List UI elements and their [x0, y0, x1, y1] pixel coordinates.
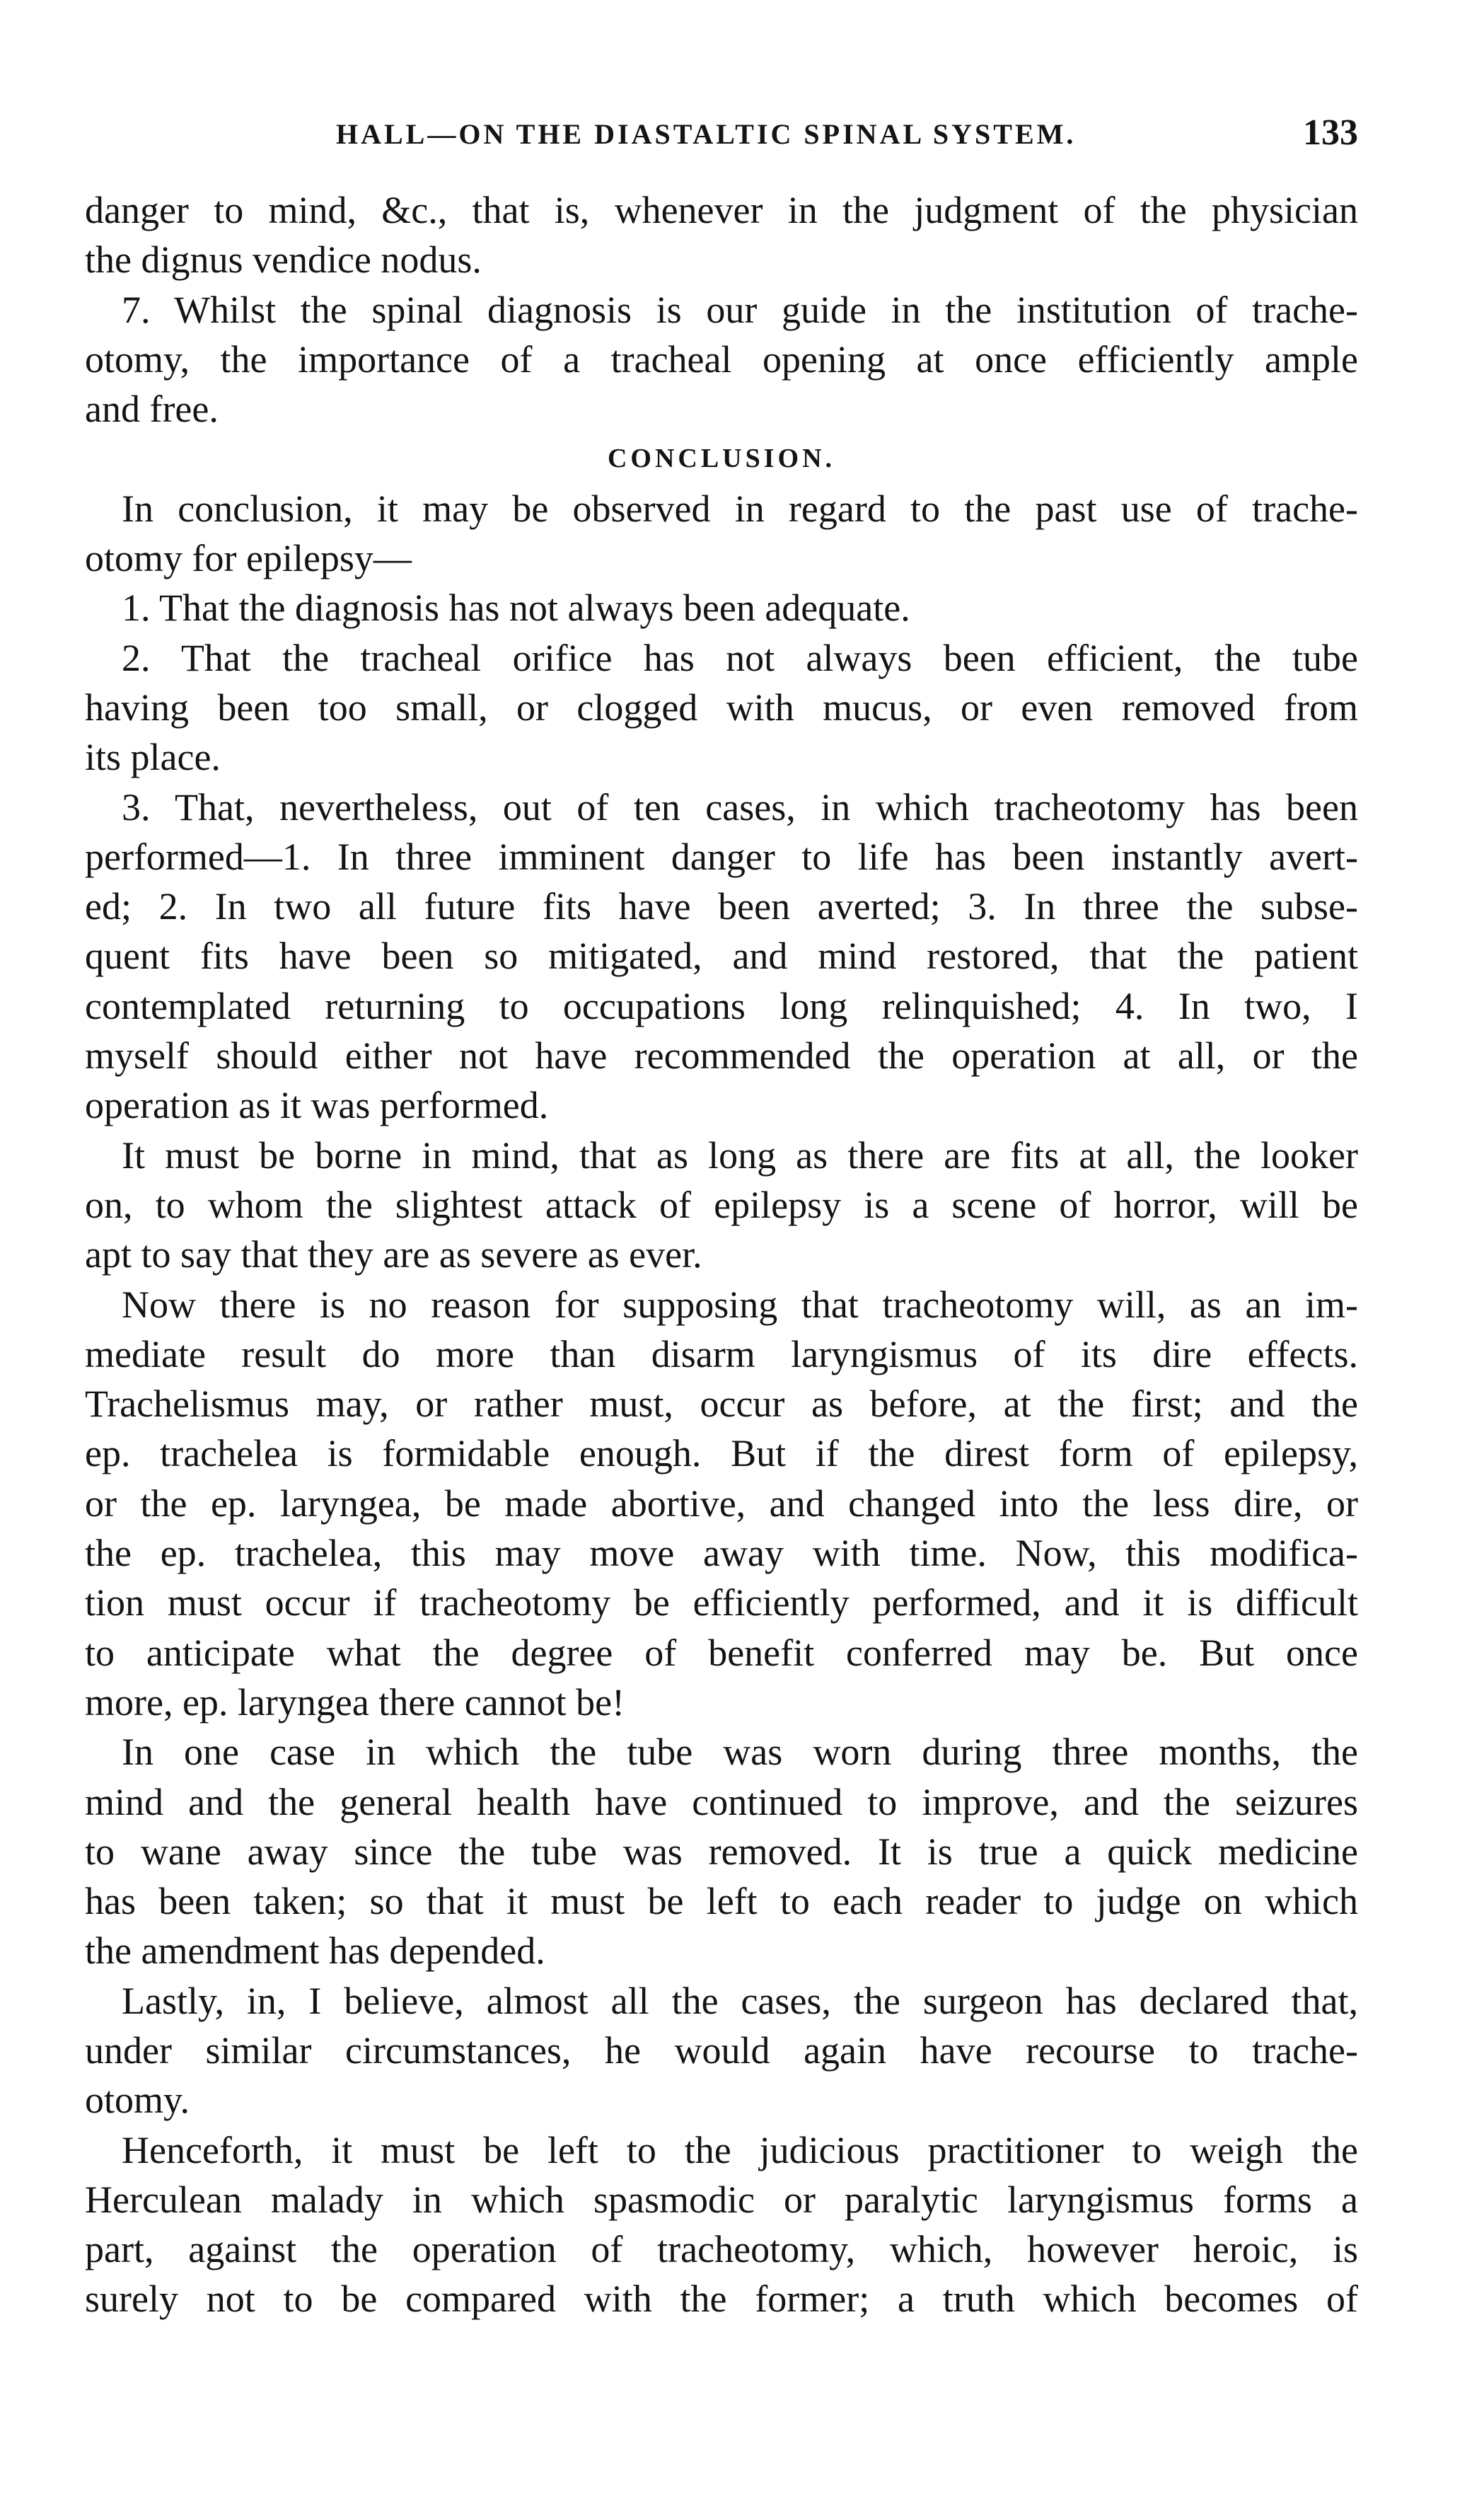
paragraph-continued	[85, 185, 1358, 285]
section-heading: CONCLUSION.	[607, 444, 836, 474]
text-line: to anticipate what the degree of benefit conferred may be. But once	[85, 1631, 1358, 1674]
paragraph-one-case	[85, 1727, 1358, 1975]
paragraph-point-1	[85, 583, 1358, 633]
text-line: 2. That the tracheal orifice has not always been efficient, the tube	[122, 636, 1358, 679]
text-line: myself should either not have recommended the operation at all, or the	[85, 1034, 1358, 1078]
text-line: performed—1. In three imminent danger to life has been instantly avert-	[85, 835, 1358, 878]
page-number: 133	[1303, 112, 1358, 153]
text-line: mediate result do more than disarm laryngismus of its dire effects.	[85, 1332, 1358, 1375]
text-line: to wane away since the tube was removed. It is true a quick medicine	[85, 1830, 1358, 1873]
text-line: apt to say that they are as severe as ever.	[85, 1233, 702, 1276]
text-line: danger to mind, &c., that is, whenever in the judgment of the physician	[85, 189, 1358, 231]
paragraph-conclusion-intro	[85, 484, 1358, 584]
text-line: otomy, the importance of a tracheal opening at once efficiently ample	[85, 337, 1358, 381]
text-line: Henceforth, it must be left to the judicious practitioner to weigh the	[122, 2128, 1358, 2171]
text-line: its place.	[85, 736, 221, 779]
text-line: Herculean malady in which spasmodic or paralytic laryngismus forms a	[85, 2178, 1358, 2221]
text-line: has been taken; so that it must be left to each reader to judge on which	[85, 1880, 1358, 1923]
text-line: or the ep. laryngea, be made abortive, and changed into the less dire, or	[85, 1482, 1358, 1525]
text-line: operation as it was performed.	[85, 1084, 549, 1127]
text-line: and free.	[85, 388, 219, 431]
text-line: part, against the operation of tracheotomy, which, however heroic, is	[85, 2228, 1358, 2271]
text-line: contemplated returning to occupations long relinquished; 4. In two, I	[85, 984, 1358, 1027]
paragraph-item-7	[85, 285, 1358, 434]
text-line: more, ep. laryngea there cannot be!	[85, 1680, 625, 1724]
text-line: the dignus vendice nodus.	[85, 238, 482, 282]
text-line: Lastly, in, I believe, almost all the cases, the surgeon has declared that,	[122, 1979, 1358, 2022]
text-line: 3. That, nevertheless, out of ten cases, in which tracheotomy has been	[122, 785, 1358, 829]
text-line: mind and the general health have continued to improve, and the seizures	[85, 1780, 1358, 1823]
paragraph-point-2	[85, 633, 1358, 783]
running-head	[85, 112, 1358, 161]
text-line: It must be borne in mind, that as long as there are fits at all, the looker	[122, 1133, 1358, 1177]
running-title: HALL—ON THE DIASTALTIC SPINAL SYSTEM.	[336, 118, 1077, 150]
text-line: tion must occur if tracheotomy be efficiently performed, and it is difficult	[85, 1581, 1358, 1624]
paragraph-borne-in-mind	[85, 1131, 1358, 1280]
text-line: 1. That the diagnosis has not always been adequate.	[122, 587, 910, 630]
text-line: Now there is no reason for supposing that tracheotomy will, as an im-	[122, 1283, 1358, 1326]
body-text	[85, 185, 1358, 2324]
text-line: on, to whom the slightest attack of epilepsy is a scene of horror, will be	[85, 1183, 1358, 1226]
paragraph-point-3	[85, 783, 1358, 1131]
text-line: 7. Whilst the spinal diagnosis is our guide in the institution of trache-	[122, 288, 1358, 331]
text-line: otomy for epilepsy—	[85, 537, 412, 580]
text-line: In conclusion, it may be observed in regard to the past use of trache-	[122, 487, 1358, 530]
paragraph-henceforth	[85, 2125, 1358, 2324]
text-line: surely not to be compared with the former; a truth which becomes of	[85, 2278, 1358, 2321]
text-line: the amendment has depended.	[85, 1929, 545, 1973]
text-line: ep. trachelea is formidable enough. But if the direst form of epilepsy,	[85, 1432, 1358, 1475]
text-line: quent fits have been so mitigated, and mind restored, that the patient	[85, 935, 1358, 978]
text-line: ed; 2. In two all future fits have been averted; 3. In three the subse-	[85, 885, 1358, 928]
text-line: the ep. trachelea, this may move away with time. Now, this modifica-	[85, 1532, 1358, 1575]
paragraph-lastly	[85, 1976, 1358, 2125]
text-line: In one case in which the tube was worn during three months, the	[122, 1731, 1358, 1774]
paragraph-no-reason	[85, 1280, 1358, 1728]
text-line: having been too small, or clogged with mucus, or even removed from	[85, 686, 1358, 729]
text-line: Trachelismus may, or rather must, occur as before, at the first; and the	[85, 1383, 1358, 1426]
text-line: otomy.	[85, 2079, 190, 2122]
text-line: under similar circumstances, he would again have recourse to trache-	[85, 2028, 1358, 2072]
